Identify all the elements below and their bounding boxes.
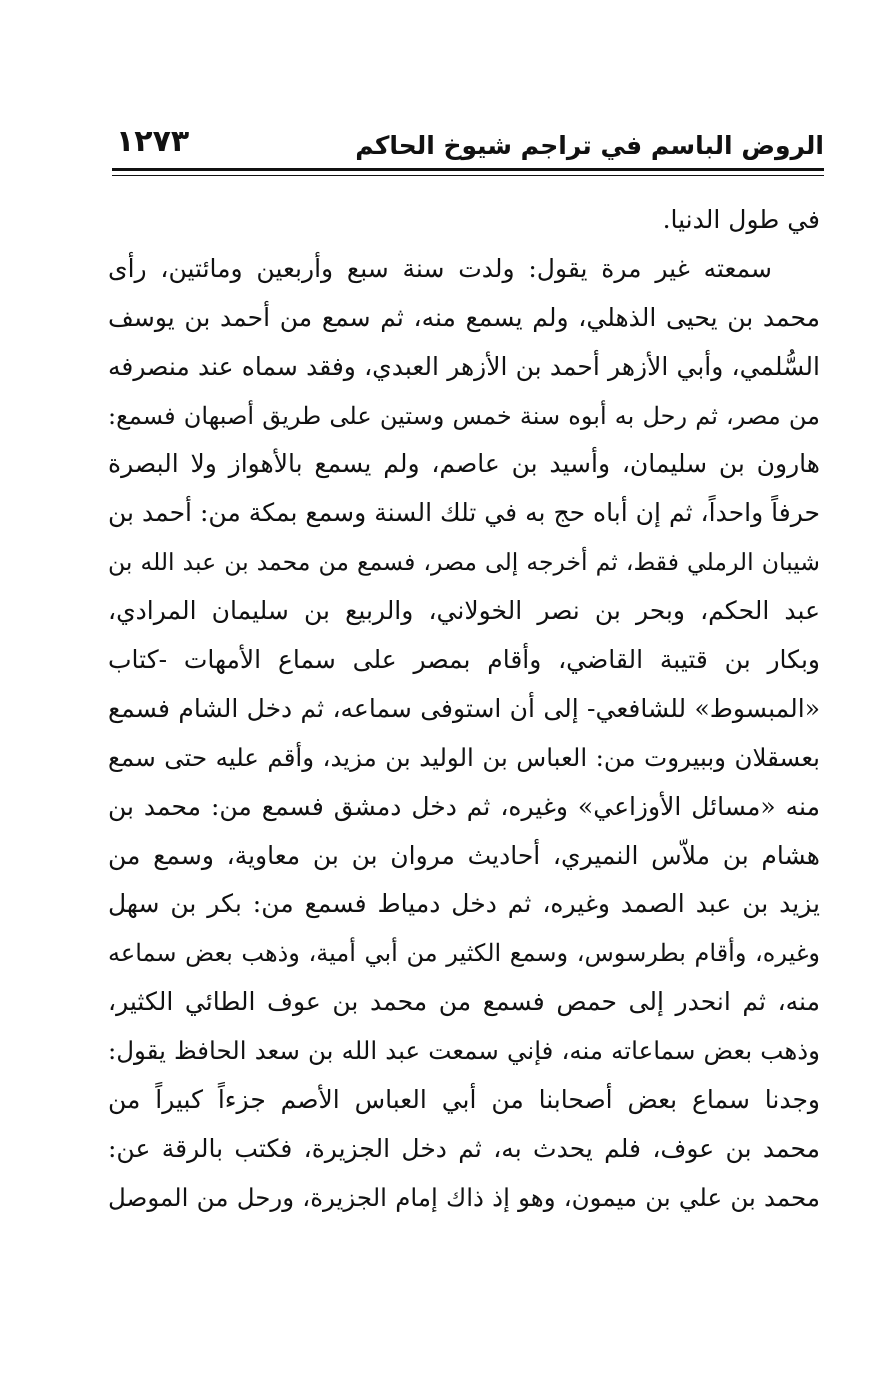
- text-line: منه، ثم انحدر إلى حمص فسمع من محمد بن عوف الطائي الكثير،: [108, 987, 820, 1017]
- text-line: سمعته غير مرة يقول: ولدت سنة سبع وأربعين ومائتين، رأى: [108, 253, 772, 283]
- text-line: عبد الحكم، وبحر بن نصر الخولاني، والربيع بن سليمان المرادي،: [108, 596, 820, 626]
- page-header: [112, 118, 824, 168]
- text-line: يزيد بن عبد الصمد وغيره، ثم دخل دمياط فسمع من: بكر بن سهل: [108, 889, 820, 919]
- body-text: [108, 196, 820, 1223]
- text-line: هارون بن سليمان، وأسيد بن عاصم، ولم يسمع بالأهواز ولا البصرة: [108, 449, 820, 479]
- text-line: منه «مسائل الأوزاعي» وغيره، ثم دخل دمشق فسمع من: محمد بن: [108, 791, 820, 821]
- text-line: محمد بن عوف، فلم يحدث به، ثم دخل الجزيرة، فكتب بالرقة عن:: [108, 1133, 820, 1163]
- running-title: الروض الباسم في تراجم شيوخ الحاكم: [355, 131, 824, 160]
- text-line: بعسقلان وببيروت من: العباس بن الوليد بن مزيد، وأقم عليه حتى سمع: [108, 742, 820, 772]
- text-line: في طول الدنيا.: [662, 205, 820, 234]
- text-line: محمد بن يحيى الذهلي، ولم يسمع منه، ثم سمع من أحمد بن يوسف: [108, 302, 820, 332]
- text-line: حرفاً واحداً، ثم إن أباه حج به في تلك السنة وسمع بمكة من: أحمد بن: [108, 498, 820, 528]
- text-line: من مصر، ثم رحل به أبوه سنة خمس وستين على طريق أصبهان فسمع:: [108, 401, 820, 430]
- header-rule-thick: [112, 168, 824, 171]
- header-rule-thin: [112, 175, 824, 176]
- text-line: شيبان الرملي فقط، ثم أخرجه إلى مصر، فسمع من محمد بن عبد الله بن: [108, 548, 820, 577]
- text-line: محمد بن علي بن ميمون، وهو إذ ذاك إمام الجزيرة، ورحل من الموصل: [108, 1182, 820, 1212]
- text-line: وبكار بن قتيبة القاضي، وأقام بمصر على سماع الأمهات -كتاب: [108, 645, 820, 675]
- text-line: وجدنا سماع بعض أصحابنا من أبي العباس الأصم جزءاً كبيراً من: [108, 1085, 820, 1115]
- text-line: هشام بن ملاّس النميري، أحاديث مروان بن بن معاوية، وسمع من: [108, 840, 820, 870]
- text-line: وذهب بعض سماعاته منه، فإني سمعت عبد الله بن سعد الحافظ يقول:: [108, 1036, 820, 1066]
- text-line: «المبسوط» للشافعي- إلى أن استوفى سماعه، ثم دخل الشام فسمع: [108, 693, 820, 723]
- text-line: السُّلمي، وأبي الأزهر أحمد بن الأزهر العبدي، وفقد سماه عند منصرفه: [108, 351, 820, 381]
- text-line: وغيره، وأقام بطرسوس، وسمع الكثير من أبي أمية، وذهب بعض سماعه: [108, 939, 820, 968]
- page-number: ١٢٧٣: [116, 124, 190, 159]
